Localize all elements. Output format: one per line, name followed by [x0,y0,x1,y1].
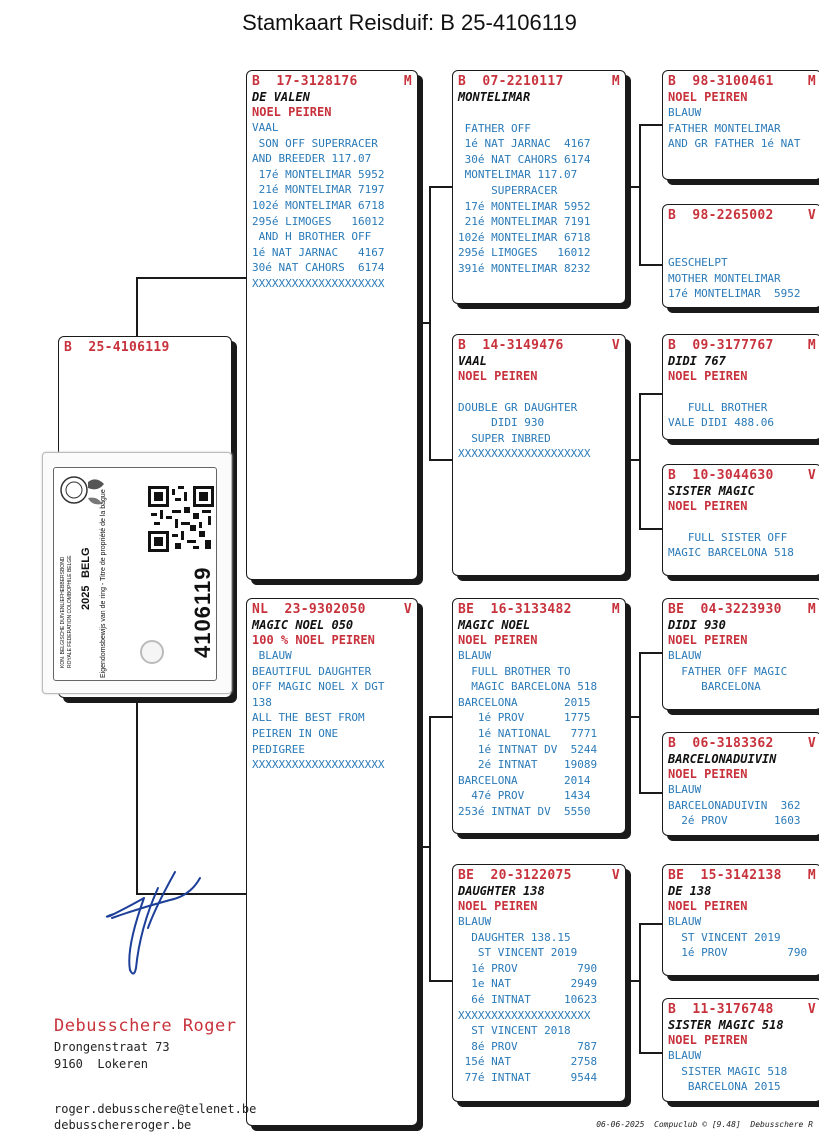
card-note-line: GESCHELPT [668,256,728,270]
card-header [668,868,816,884]
connector [639,792,663,794]
card-note-line: 30é NAT CAHORS 6174 [458,152,591,166]
card-note-line: BLAUW [668,106,702,119]
ring-id [668,74,774,90]
card-note-line [668,224,816,240]
card-note-line: BARCELONA [668,680,761,694]
pigeon-name: SISTER MAGIC 518 [668,1018,784,1032]
card-header [458,74,620,90]
card-note-line [458,384,620,400]
breeder-name: NOEL PEIREN [458,633,538,647]
ring-number: 10-3044630 [692,468,774,483]
card-note-line: BARCELONA 2014 [458,773,591,787]
card-note-line: SON OFF SUPERRACER [252,136,378,150]
ring-number: 14-3149476 [482,338,564,353]
ring-number: 98-2265002 [692,208,774,223]
card-note-line: 253é INTNAT DV 5550 [458,804,591,818]
sex-marker: M [403,74,412,89]
ring-card-frame [53,467,217,681]
card-note-line: 17é MONTELIMAR 5952 [668,287,801,301]
country-code: B [668,1002,677,1017]
ring-id [668,468,774,484]
ring-id [668,1002,774,1018]
pigeon-name: DAUGHTER 138 [458,884,545,898]
card-note-line: 1e NAT 2949 [458,977,598,991]
owner-website[interactable]: debusschereroger.be [54,1118,192,1132]
card-note-line: VALE DIDI 488.06 [668,416,774,430]
card-note-line: 1é NAT JARNAC 4167 [252,245,385,259]
card-note-line: 77é INTNAT 9544 [458,1070,598,1084]
pigeon-name: DIDI 930 [668,618,726,632]
ring-card-hole [140,640,164,664]
ring-ownership-card [42,452,232,694]
card-header [252,602,412,618]
country-code: B [668,736,677,751]
card-header [668,74,816,90]
ring-number: 25-4106119 [88,340,170,355]
card-note-line: BLAUW [668,1049,702,1062]
card-note-line: FATHER OFF MAGIC [668,664,788,678]
card-note-line: FULL BROTHER TO [458,664,571,678]
card-note-line: 17é MONTELIMAR 5952 [458,199,591,213]
card-note-line: 21é MONTELIMAR 7191 [458,215,591,229]
ring-country: BELG [80,547,92,578]
breeder-name: NOEL PEIREN [668,90,748,104]
pigeon-name: MAGIC NOEL [458,618,531,632]
card-header [668,208,816,224]
country-code: B [252,74,261,89]
card-note-line: BLAUW [252,649,292,662]
card-note-line: XXXXXXXXXXXXXXXXXXXX [458,447,591,461]
card-note-line: FULL BROTHER [668,400,768,414]
connector [639,1052,663,1054]
card-header [668,1002,816,1018]
ring-number: 15-3142138 [700,868,782,883]
card-header [458,602,620,618]
ring-number: 98-3100461 [692,74,774,89]
card-note-line: BLAUW [458,915,492,928]
connector [429,186,431,460]
pigeon-name: BARCELONADUIVIN [668,752,777,766]
card-note-line: 1é PROV 790 [458,961,598,975]
ring-number: 11-3176748 [692,1002,774,1017]
breeder-name: NOEL PEIREN [668,369,748,383]
pedigree-card-mm[interactable] [452,864,626,1102]
sex-marker: M [807,338,816,353]
card-header [64,340,226,356]
pedigree-card-mfm[interactable] [662,732,819,836]
card-note-line: MAGIC BARCELONA 518 [668,546,794,560]
card-header [458,338,620,354]
breeder-name: NOEL PEIREN [668,633,748,647]
ring-id [458,602,572,618]
card-note-line: BLAUW [668,915,702,928]
breeder-name: NOEL PEIREN [458,369,538,383]
ring-id [668,602,782,618]
pedigree-card-fff[interactable] [662,70,819,180]
country-code: B [668,74,677,89]
owner-street: Drongenstraat 73 [54,1040,170,1054]
card-note-line: PEIREN IN ONE [252,726,339,740]
connector [429,716,431,981]
country-code: BE [458,868,475,883]
card-note-line: ALL THE BEST FROM [252,711,365,725]
card-note-line: BARCELONA 2015 [458,695,591,709]
card-header [668,736,816,752]
card-note-line: 21é MONTELIMAR 7197 [252,183,385,197]
country-code: BE [458,602,475,617]
footer-date: 06-06-2025 [596,1120,645,1129]
qr-code-icon [148,486,214,552]
ring-id [252,74,358,90]
pigeon-name: SISTER MAGIC [668,484,755,498]
ring-number: 09-3177767 [692,338,774,353]
ring-id [458,868,572,884]
connector [639,393,641,529]
ring-number: 07-2210117 [482,74,564,89]
pedigree-card-ffm[interactable] [662,204,819,308]
card-note-line [458,105,620,121]
country-code: B [668,208,677,223]
footer-software: Compuclub © [9.48] Debusschere R [654,1120,813,1129]
pedigree-card-mmm[interactable] [662,998,819,1102]
ring-number: 06-3183362 [692,736,774,751]
pigeon-name: DE 138 [668,884,712,898]
card-note-line: 1é PROV 790 [668,946,808,960]
card-note-line: ST VINCENT 2019 [458,946,578,960]
card-note-line [668,384,816,400]
card-note-line: XXXXXXXXXXXXXXXXXXXX [458,1008,591,1022]
card-note-line: SISTER MAGIC 518 [668,1064,788,1078]
country-code: BE [668,868,685,883]
pedigree-card-fmm[interactable] [662,464,819,576]
ring-id [668,208,774,224]
country-code: B [668,468,677,483]
card-note-line: 47é PROV 1434 [458,789,591,803]
pedigree-card-fm[interactable] [452,334,626,576]
connector [639,923,641,1053]
card-note-line: BLAUW [458,649,492,662]
ring-federation-nl: KON. BELGISCHE DUIVENLIEFHEBBERSBOND [60,556,66,668]
card-note-line: XXXXXXXXXXXXXXXXXXXX [252,758,385,772]
card-note-line: FATHER MONTELIMAR [668,121,781,135]
card-note-line: MOTHER MONTELIMAR [668,271,781,285]
sex-marker: V [807,468,816,483]
card-note-line: 2é INTNAT 19089 [458,758,598,772]
country-code: B [668,338,677,353]
card-note-line: 102é MONTELIMAR 6718 [252,198,385,212]
country-code: NL [252,602,269,617]
ring-number: 16-3133482 [490,602,572,617]
pedigree-card-fmf[interactable] [662,334,819,440]
owner-name: Debusschere Roger [54,1016,237,1036]
sex-marker: V [807,1002,816,1017]
card-header [668,338,816,354]
ring-id [458,74,564,90]
card-header [668,602,816,618]
country-code: B [64,340,73,355]
card-note-line: 138 [252,695,272,709]
card-note-line: 295é LIMOGES 16012 [458,246,591,260]
connector [429,459,454,461]
sex-marker: M [611,602,620,617]
owner-email[interactable]: roger.debusschere@telenet.be [54,1102,257,1116]
sex-marker: V [807,736,816,751]
card-note-line: PEDIGREE [252,742,305,756]
connector [639,124,641,265]
sex-marker: M [611,74,620,89]
pigeon-name: MONTELIMAR [458,90,531,104]
card-note-line: 1é NAT JARNAC 4167 [458,137,591,151]
card-note-line: 8é PROV 787 [458,1039,598,1053]
connector [136,277,138,339]
pigeon-name: DIDI 767 [668,354,726,368]
card-note-line: AND H BROTHER OFF [252,230,372,244]
card-header [668,468,816,484]
ring-number: 17-3128176 [276,74,358,89]
pedigree-card-mother[interactable] [246,598,418,1126]
connector [639,528,663,530]
card-note-line: ST VINCENT 2019 [668,930,781,944]
ring-id [668,338,774,354]
connector [639,652,663,654]
connector [639,652,641,793]
ring-id [64,340,170,356]
country-code: BE [668,602,685,617]
card-note-line: BEAUTIFUL DAUGHTER [252,664,372,678]
ring-number: 20-3122075 [490,868,572,883]
card-note-line: FULL SISTER OFF [668,530,788,544]
card-note-line: DIDI 930 [458,416,545,430]
card-note-line: SUPERRACER [458,183,558,197]
card-note-line: BARCELONA 2015 [668,1080,781,1094]
ring-id [668,736,774,752]
owner-city: 9160 Lokeren [54,1057,148,1071]
breeder-name: NOEL PEIREN [668,1033,748,1047]
pigeon-name: MAGIC NOEL 050 [252,618,354,632]
ring-id [458,338,564,354]
connector [639,393,663,395]
card-note-line: 295é LIMOGES 16012 [252,214,385,228]
country-code: B [458,338,467,353]
breeder-name: NOEL PEIREN [668,499,748,513]
connector [429,716,454,718]
pigeon-name: DE VALEN [252,90,310,104]
breeder-name: NOEL PEIREN [668,899,748,913]
card-note-line: BLAUW [668,783,702,796]
pedigree-card-mf[interactable] [452,598,626,834]
sex-marker: V [403,602,412,617]
sex-marker: M [807,602,816,617]
card-note-line: 391é MONTELIMAR 8232 [458,261,591,275]
ring-ownership-text: Eigendomsbewijs van de ring - Titre de propriété de la bague [100,489,107,678]
card-note-line: VAAL [252,121,279,134]
signature [100,858,210,988]
page-title: Stamkaart Reisduif: B 25-4106119 [242,10,577,35]
breeder-name: NOEL PEIREN [668,767,748,781]
card-header [458,868,620,884]
card-note-line: AND BREEDER 117.07 [252,152,372,166]
pedigree-card-mmf[interactable] [662,864,819,976]
card-note-line: 2é PROV 1603 [668,814,801,828]
breeder-name: 100 % NOEL PEIREN [252,633,375,647]
qr-code [148,486,214,552]
card-note-line: 1é INTNAT DV 5244 [458,742,598,756]
pigeon-name: VAAL [458,354,487,368]
ring-number: 4106119 [190,566,215,658]
card-note-line: DAUGHTER 138.15 [458,930,571,944]
connector [639,124,663,126]
footer-meta [596,1120,813,1129]
ring-year: 2025 [80,585,92,610]
connector [429,186,454,188]
card-note-line: BARCELONADUIVIN 362 [668,798,801,812]
card-note-line: 1é PROV 1775 [458,711,591,725]
card-note-line: BLAUW [668,649,702,662]
card-note-line [668,240,816,256]
card-note-line: OFF MAGIC NOEL X DGT [252,680,385,694]
card-note-line: 6é INTNAT 10623 [458,992,598,1006]
card-note-line: AND GR FATHER 1é NAT [668,137,801,151]
breeder-name: NOEL PEIREN [252,105,332,119]
sex-marker: V [611,338,620,353]
ring-federation-fr: ROYALE FEDERATION COLOMBOPHILE BELGE [67,555,73,668]
card-note-line: FATHER OFF [458,121,531,135]
card-note-line: 17é MONTELIMAR 5952 [252,167,385,181]
card-note-line: 30é NAT CAHORS 6174 [252,261,385,275]
ring-number: 04-3223930 [700,602,782,617]
card-note-line: XXXXXXXXXXXXXXXXXXXX [252,276,385,290]
card-note-line: MAGIC BARCELONA 518 [458,680,598,694]
connector [639,923,663,925]
pedigree-card-mff[interactable] [662,598,819,710]
card-header [252,74,412,90]
breeder-name: NOEL PEIREN [458,899,538,913]
card-note-line: 15é NAT 2758 [458,1055,598,1069]
sex-marker: V [611,868,620,883]
pedigree-card-ff[interactable] [452,70,626,304]
card-note-line: MONTELIMAR 117.07 [458,168,578,182]
country-code: B [458,74,467,89]
ring-id [668,868,782,884]
ring-number: 23-9302050 [284,602,366,617]
connector [429,980,454,982]
pedigree-card-father[interactable] [246,70,418,580]
sex-marker: V [807,208,816,223]
card-note-line: 1é NATIONAL 7771 [458,726,598,740]
card-note-line: 102é MONTELIMAR 6718 [458,230,591,244]
sex-marker: M [807,74,816,89]
card-note-line: ST VINCENT 2018 [458,1024,571,1038]
connector [639,264,663,266]
sex-marker: M [807,868,816,883]
card-note-line: SUPER INBRED [458,431,551,445]
card-note-line [668,514,816,530]
ring-id [252,602,366,618]
connector [136,277,248,279]
card-note-line: DOUBLE GR DAUGHTER [458,400,578,414]
